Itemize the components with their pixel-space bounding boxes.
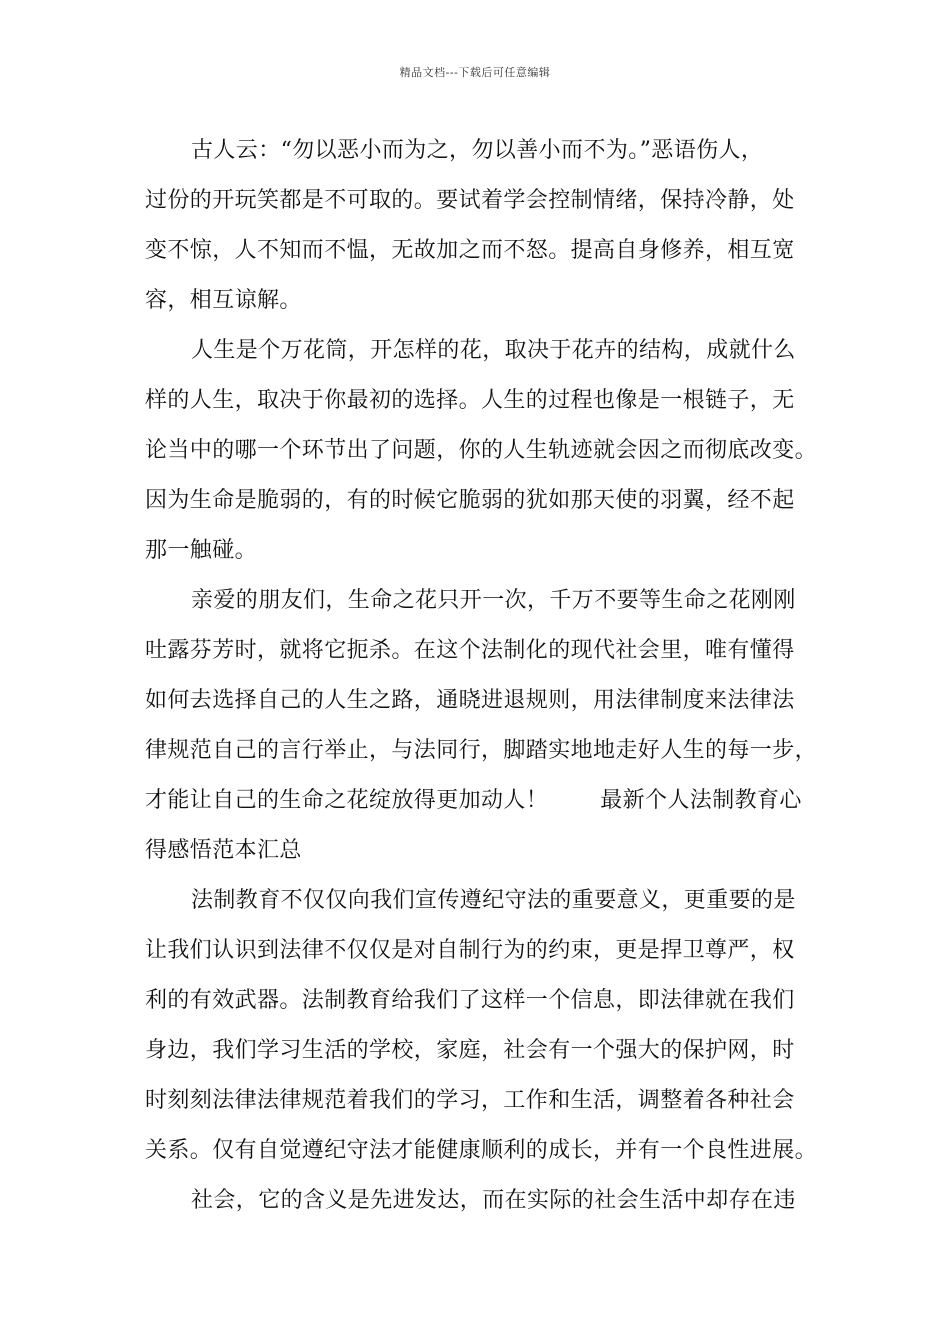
paragraph-line: 社会，它的含义是先进发达，而在实际的社会生活中却存在违 (191, 1188, 796, 1213)
paragraph-line: 那一触碰。 (145, 538, 258, 563)
paragraph-line: 时刻刻法律法律规范着我们的学习，工作和生活，调整着各种社会 (145, 1088, 795, 1113)
paragraph-line: 让我们认识到法律不仅仅是对自制行为的约束，更是捍卫尊严，权 (145, 938, 795, 963)
paragraph-line: 身边，我们学习生活的学校，家庭，社会有一个强大的保护网，时 (145, 1038, 795, 1063)
paragraph-line: 如何去选择自己的人生之路，通晓进退规则，用法律制度来法律法 (145, 688, 795, 713)
paragraph-line: 律规范自己的言行举止，与法同行，脚踏实地地走好人生的每一步， (145, 738, 818, 763)
paragraph-line: 论当中的哪一个环节出了问题，你的人生轨迹就会因之而彻底改变。 (145, 438, 818, 463)
paragraph-line: 过份的开玩笑都是不可取的。要试着学会控制情绪，保持冷静，处 (145, 188, 795, 213)
paragraph-line: 容，相互谅解。 (145, 288, 302, 313)
paragraph-line: 人生是个万花筒，开怎样的花，取决于花卉的结构，成就什么 (191, 338, 796, 363)
paragraph-line-text: 才能让自己的生命之花绽放得更加动人！ (145, 788, 549, 813)
paragraph-line: 古人云：“勿以恶小而为之，勿以善小而不为。”恶语伤人， (191, 138, 764, 163)
page-header: 精品文档---下载后可任意编辑 (399, 66, 551, 79)
paragraph-line-with-heading (145, 784, 813, 834)
paragraph-line: 样的人生，取决于你最初的选择。人生的过程也像是一根链子，无 (145, 388, 795, 413)
paragraph-line: 变不惊，人不知而不愠，无故加之而不怒。提高自身修养，相互宽 (145, 238, 795, 263)
paragraph-line: 利的有效武器。法制教育给我们了这样一个信息，即法律就在我们 (145, 988, 795, 1013)
paragraph-line: 吐露芬芳时，就将它扼杀。在这个法制化的现代社会里，唯有懂得 (145, 638, 795, 663)
document-body (145, 134, 818, 1234)
section-heading-part-2: 得感悟范本汇总 (145, 838, 302, 863)
paragraph-line: 亲爱的朋友们，生命之花只开一次，千万不要等生命之花刚刚 (191, 588, 796, 613)
paragraph-line: 关系。仅有自觉遵纪守法才能健康顺利的成长，并有一个良性进展。 (145, 1138, 818, 1163)
paragraph-line: 法制教育不仅仅向我们宣传遵纪守法的重要意义，更重要的是 (191, 888, 796, 913)
paragraph-line: 因为生命是脆弱的，有的时候它脆弱的犹如那天使的羽翼，经不起 (145, 488, 795, 513)
section-heading-part-1: 最新个人法制教育心 (600, 788, 802, 813)
